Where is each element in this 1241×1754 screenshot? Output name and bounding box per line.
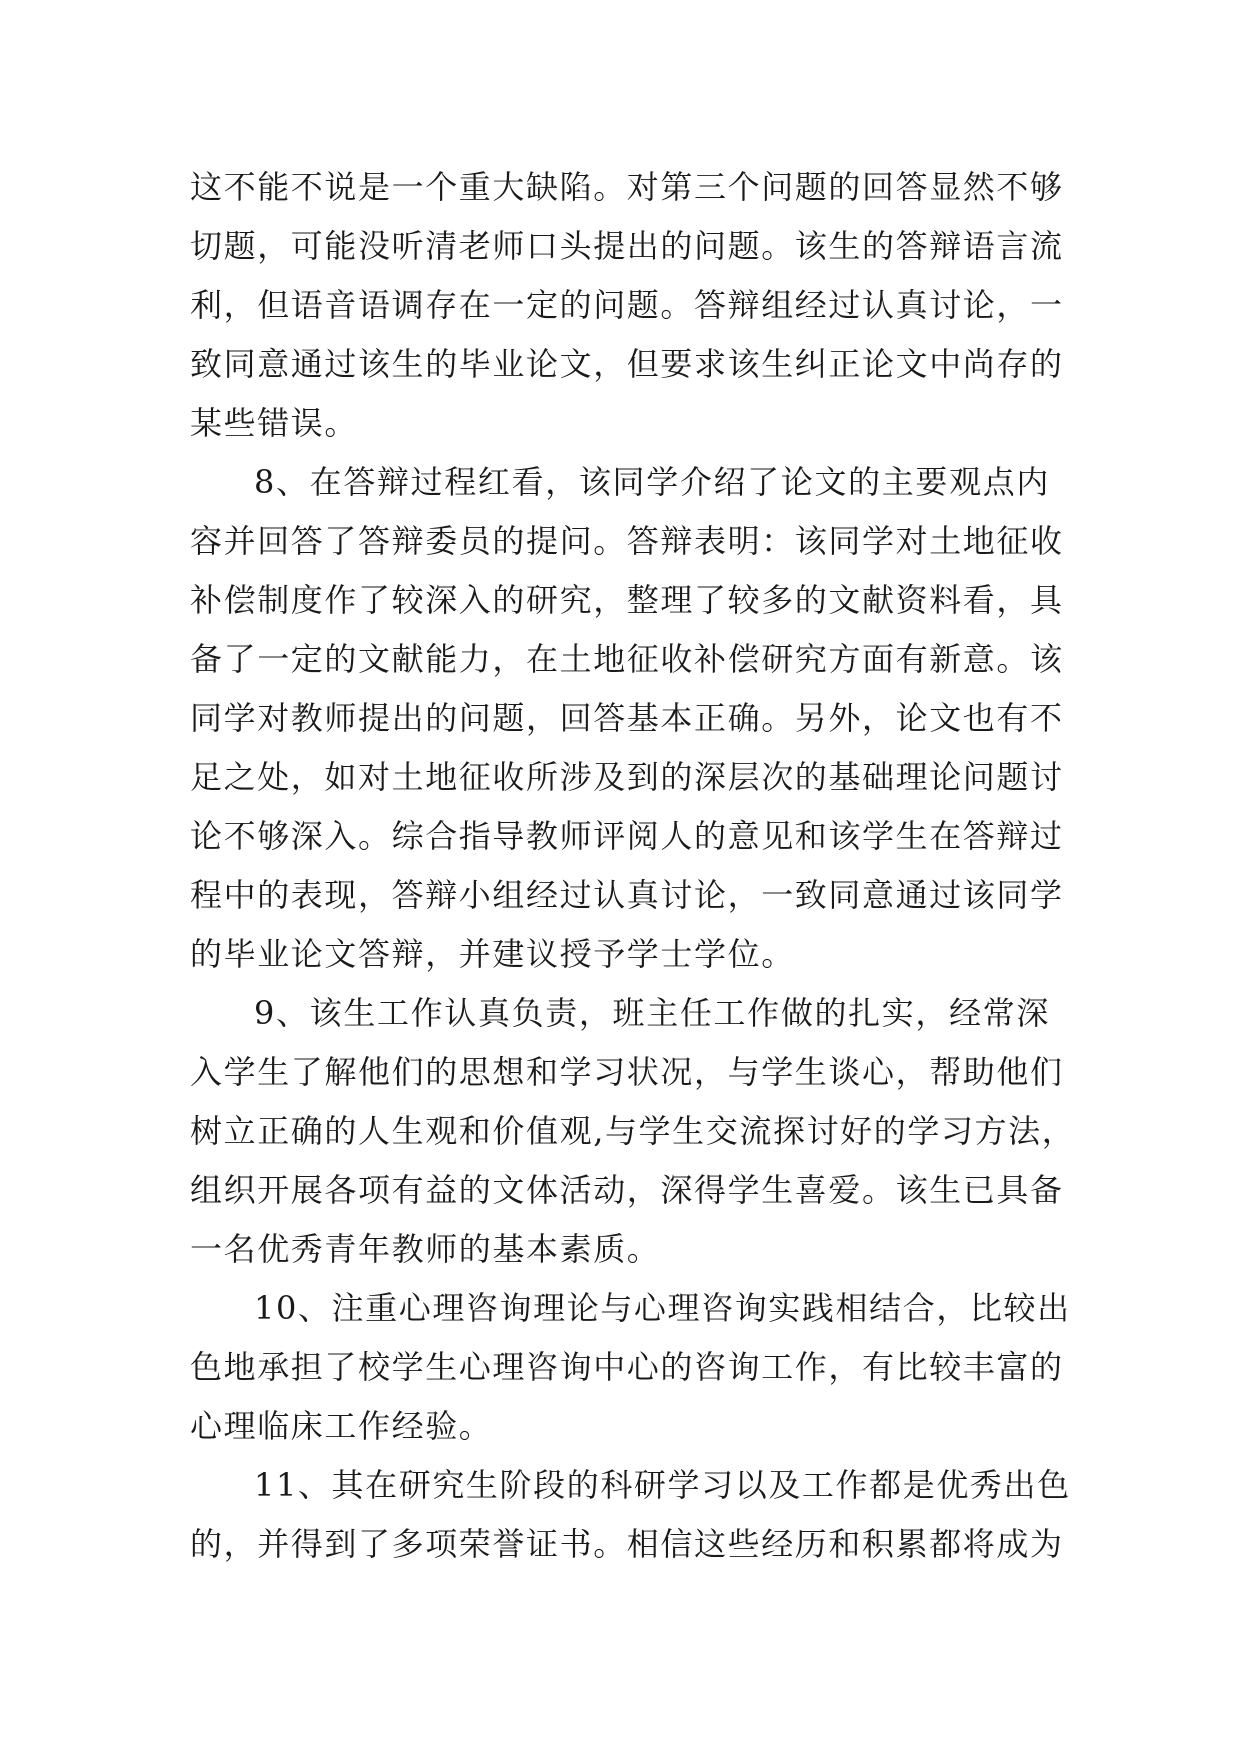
paragraph-7-continuation [190, 158, 1064, 453]
text-line: 论不够深入。综合指导教师评阅人的意见和该学生在答辩过 [190, 817, 1064, 855]
text-line: 心理临床工作经验。 [190, 1407, 493, 1445]
text-line: 同学对教师提出的问题，回答基本正确。另外，论文也有不 [190, 699, 1064, 737]
text-line: 一名优秀青年教师的基本素质。 [190, 1230, 661, 1268]
text-line: 色地承担了校学生心理咨询中心的咨询工作，有比较丰富的 [190, 1348, 1064, 1386]
text-line: 备了一定的文献能力，在土地征收补偿研究方面有新意。该 [190, 640, 1064, 678]
text-line: 这不能不说是一个重大缺陷。对第三个问题的回答显然不够 [190, 168, 1064, 206]
text-line: 切题，可能没听清老师口头提出的问题。该生的答辩语言流 [190, 227, 1064, 265]
paragraph-8 [190, 453, 1064, 984]
text-line: 程中的表现，答辩小组经过认真讨论，一致同意通过该同学 [190, 876, 1064, 914]
text-line: 11、其在研究生阶段的科研学习以及工作都是优秀出色 [254, 1466, 1071, 1504]
paragraph-11 [190, 1456, 1071, 1574]
text-line: 足之处，如对土地征收所涉及到的深层次的基础理论问题讨 [190, 758, 1064, 796]
text-line: 8、在答辩过程红看，该同学介绍了论文的主要观点内 [254, 463, 1050, 501]
text-line: 致同意通过该生的毕业论文，但要求该生纠正论文中尚存的 [190, 345, 1064, 383]
paragraph-9 [190, 984, 1076, 1279]
text-line: 补偿制度作了较深入的研究，整理了较多的文献资料看，具 [190, 581, 1064, 619]
text-line: 容并回答了答辩委员的提问。答辩表明：该同学对土地征收 [190, 522, 1064, 560]
paragraph-10 [190, 1279, 1071, 1456]
text-line: 的毕业论文答辩，并建议授予学士学位。 [190, 935, 795, 973]
text-line: 某些错误。 [190, 404, 359, 442]
text-line: 入学生了解他们的思想和学习状况，与学生谈心，帮助他们 [190, 1053, 1064, 1091]
text-line: 10、注重心理咨询理论与心理咨询实践相结合，比较出 [254, 1289, 1071, 1327]
text-line: 利，但语音语调存在一定的问题。答辩组经过认真讨论，一 [190, 286, 1064, 324]
text-line: 9、该生工作认真负责，班主任工作做的扎实，经常深 [254, 994, 1050, 1032]
text-line: 的，并得到了多项荣誉证书。相信这些经历和积累都将成为 [190, 1525, 1064, 1563]
text-line: 组织开展各项有益的文体活动，深得学生喜爱。该生已具备 [190, 1171, 1064, 1209]
document-body [190, 158, 1076, 1574]
text-line: 树立正确的人生观和价值观,与学生交流探讨好的学习方法， [190, 1112, 1076, 1150]
